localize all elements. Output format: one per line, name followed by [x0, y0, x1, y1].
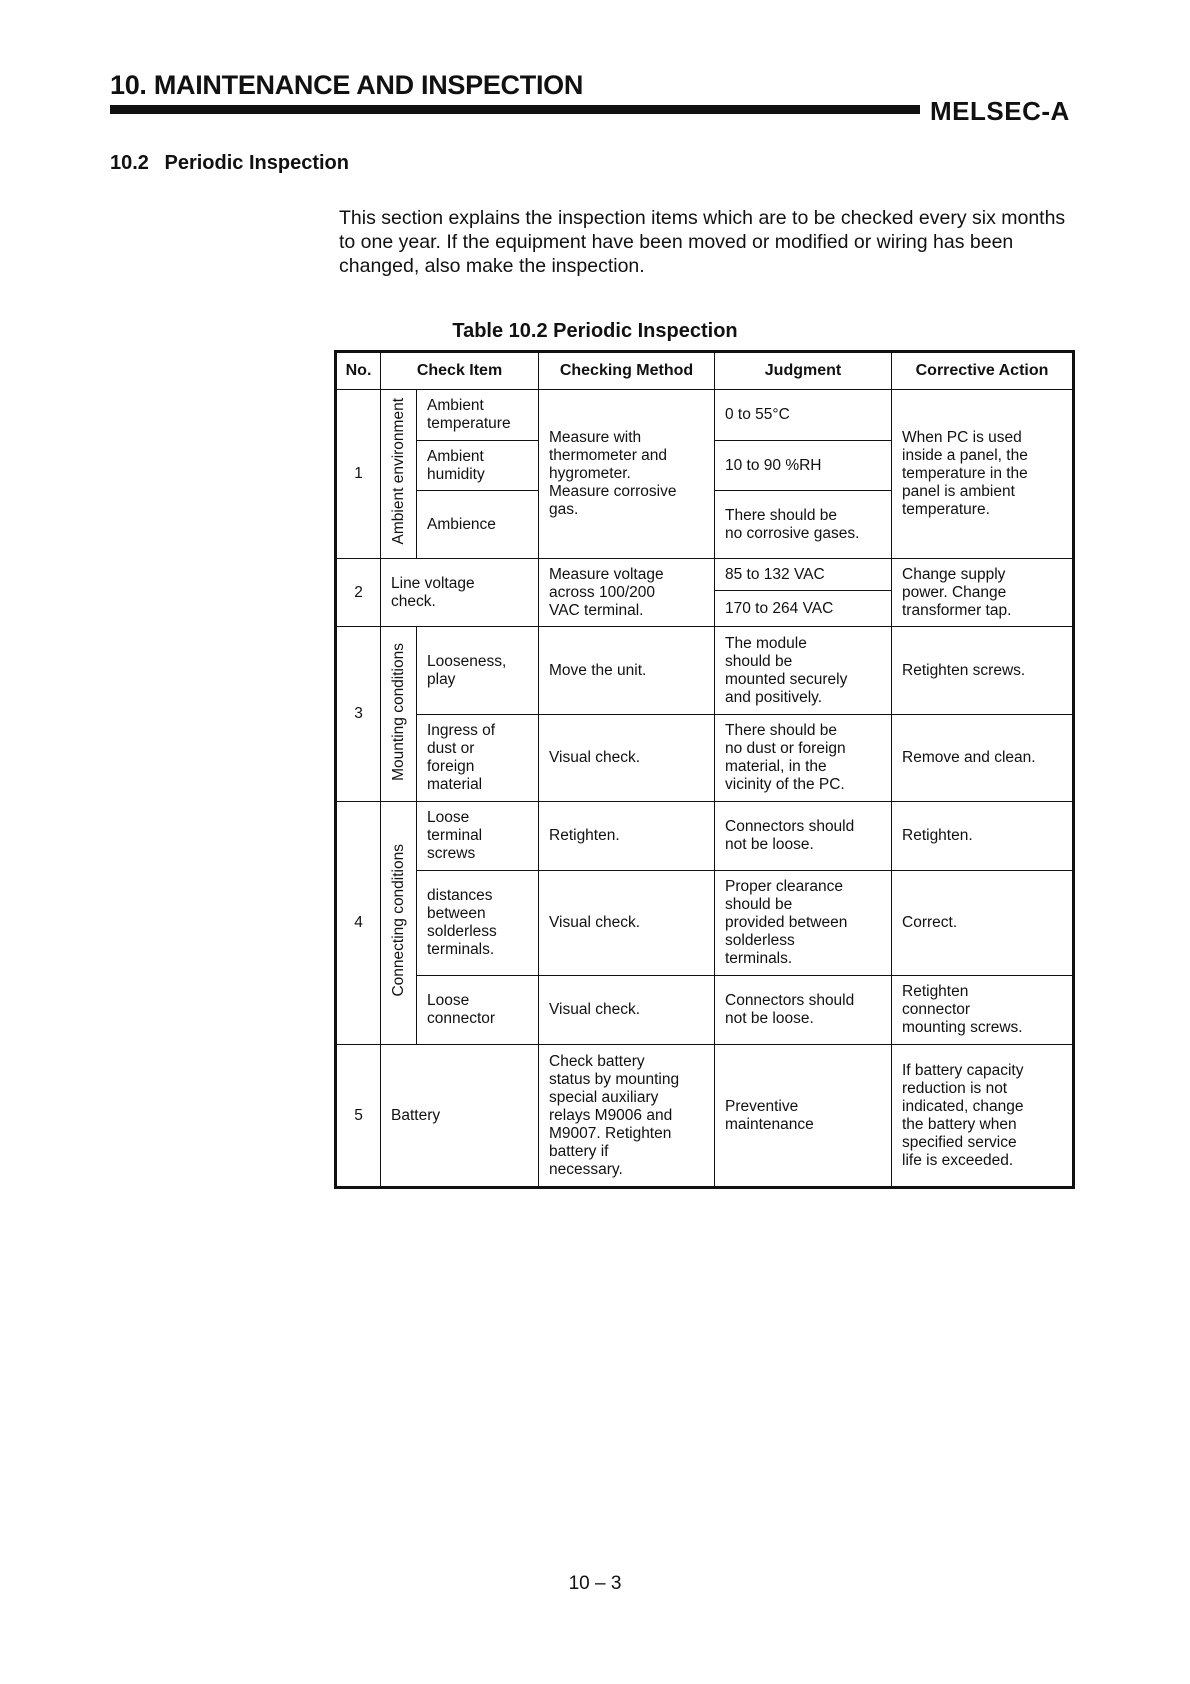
- category-label: Ambient environment: [389, 398, 407, 545]
- judgment: Proper clearance should be provided between solderless terminals.: [715, 871, 892, 976]
- judgment: The module should be mounted securely and positively.: [715, 627, 892, 715]
- judgment: Preventive maintenance: [715, 1045, 892, 1188]
- section-title: [110, 152, 349, 175]
- table-row: [336, 1045, 1074, 1188]
- checking-method: Move the unit.: [539, 627, 715, 715]
- brand-label: MELSEC-A: [930, 96, 1070, 126]
- corrective-action: Retighten screws.: [892, 627, 1074, 715]
- table-row: [336, 559, 1074, 591]
- checking-method: Visual check.: [539, 871, 715, 976]
- table-row: [336, 390, 1074, 441]
- corrective-action: When PC is used inside a panel, the temperature in the panel is ambient temperature.: [892, 390, 1074, 559]
- check-item: Loose connector: [417, 976, 539, 1045]
- row-number: 5: [336, 1045, 381, 1188]
- corrective-action: Remove and clean.: [892, 715, 1074, 802]
- judgment: There should be no dust or foreign material, in the vicinity of the PC.: [715, 715, 892, 802]
- check-item: distances between solderless terminals.: [417, 871, 539, 976]
- check-item: Ambience: [417, 491, 539, 559]
- checking-method: Measure with thermometer and hygrometer. Measure corrosive gas.: [539, 390, 715, 559]
- corrective-action: Change supply power. Change transformer tap.: [892, 559, 1074, 627]
- category-label: Mounting conditions: [389, 642, 407, 781]
- category-cell: [381, 390, 417, 559]
- check-item: Line voltage check.: [381, 559, 539, 627]
- check-item: Ambient humidity: [417, 441, 539, 491]
- checking-method: Measure voltage across 100/200 VAC terminal.: [539, 559, 715, 627]
- judgment: Connectors should not be loose.: [715, 976, 892, 1045]
- check-item: Ingress of dust or foreign material: [417, 715, 539, 802]
- row-number: 2: [336, 559, 381, 627]
- checking-method: Retighten.: [539, 802, 715, 871]
- intro-paragraph: This section explains the inspection items which are to be checked every six months to one year. If the equipment have been moved or modified or wiring has been changed, also make the inspection.: [339, 207, 1066, 277]
- corrective-action: Retighten.: [892, 802, 1074, 871]
- header-corrective-action: Corrective Action: [892, 352, 1074, 390]
- category-label: Connecting conditions: [389, 844, 407, 997]
- row-number: 3: [336, 627, 381, 802]
- section-number: 10.2: [110, 152, 149, 174]
- table-row: [336, 802, 1074, 871]
- table-caption: Table 10.2 Periodic Inspection: [452, 320, 738, 342]
- corrective-action: Retighten connector mounting screws.: [892, 976, 1074, 1045]
- row-number: 4: [336, 802, 381, 1045]
- table-row: [336, 871, 1074, 976]
- check-item: Looseness, play: [417, 627, 539, 715]
- header-check-item: Check Item: [381, 352, 539, 390]
- check-item: Ambient temperature: [417, 390, 539, 441]
- table-header-row: [336, 352, 1074, 390]
- corrective-action: Correct.: [892, 871, 1074, 976]
- table-row: [336, 976, 1074, 1045]
- periodic-inspection-table: [334, 350, 1075, 1189]
- corrective-action: If battery capacity reduction is not indicated, change the battery when specified service life is exceeded.: [892, 1045, 1074, 1188]
- judgment: 170 to 264 VAC: [715, 591, 892, 627]
- check-item: Loose terminal screws: [417, 802, 539, 871]
- judgment: 10 to 90 %RH: [715, 441, 892, 491]
- section-title-text: Periodic Inspection: [164, 152, 349, 174]
- judgment: 0 to 55°C: [715, 390, 892, 441]
- table-row: [336, 627, 1074, 715]
- header-judgment: Judgment: [715, 352, 892, 390]
- category-cell: [381, 802, 417, 1045]
- header-rule: [110, 105, 920, 114]
- page-number: 10 – 3: [568, 1573, 622, 1594]
- row-number: 1: [336, 390, 381, 559]
- chapter-title: 10. MAINTENANCE AND INSPECTION: [110, 70, 584, 100]
- table-row: [336, 715, 1074, 802]
- checking-method: Check battery status by mounting special auxiliary relays M9006 and M9007. Retighten battery if necessary.: [539, 1045, 715, 1188]
- header-no: No.: [336, 352, 381, 390]
- category-cell: [381, 627, 417, 802]
- judgment: 85 to 132 VAC: [715, 559, 892, 591]
- checking-method: Visual check.: [539, 976, 715, 1045]
- check-item: Battery: [381, 1045, 539, 1188]
- header-checking-method: Checking Method: [539, 352, 715, 390]
- checking-method: Visual check.: [539, 715, 715, 802]
- judgment: There should be no corrosive gases.: [715, 491, 892, 559]
- judgment: Connectors should not be loose.: [715, 802, 892, 871]
